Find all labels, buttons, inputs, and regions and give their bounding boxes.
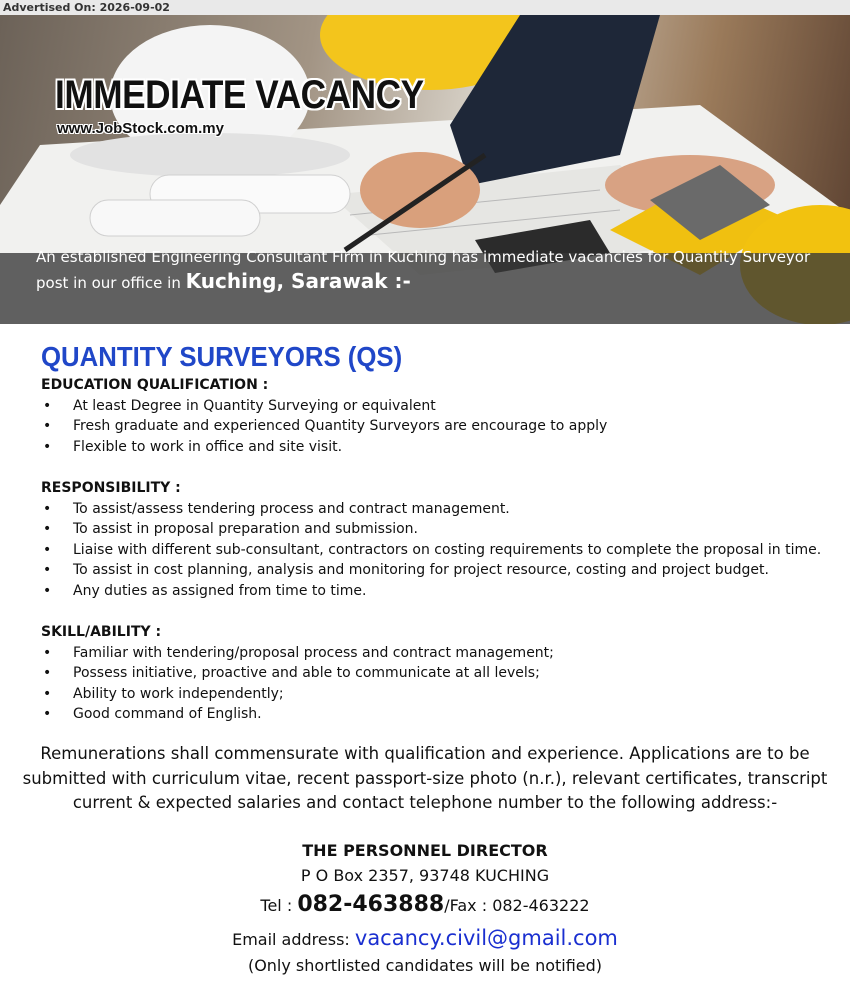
list-item: • Familiar with tendering/proposal process and contract management; [41, 643, 841, 664]
hero-title: IMMEDIATE VACANCY [55, 73, 424, 117]
section-education [41, 375, 841, 457]
contact-phone-line [0, 888, 850, 923]
contact-address: P O Box 2357, 93748 KUCHING [300, 866, 550, 885]
list-item: • Possess initiative, proactive and able to communicate at all levels; [41, 663, 841, 684]
email-label: Email address: [232, 930, 355, 949]
hero-intro [36, 245, 846, 295]
section-skill [41, 622, 841, 725]
list-item: • Fresh graduate and experienced Quantity Surveyors are encourage to apply [41, 416, 841, 437]
list-item: • To assist in cost planning, analysis and monitoring for project resource, costing and project budget. [41, 560, 841, 581]
list-item: • Flexible to work in office and site visit. [41, 437, 841, 458]
email-link[interactable]: vacancy.civil@gmail.com [354, 926, 618, 950]
list-item: • To assist in proposal preparation and submission. [41, 519, 841, 540]
advertised-date: Advertised On: 2026-09-02 [0, 0, 850, 15]
hero-intro-text: An established Engineering Consultant Firm in Kuching has immediate vacancies for Quantity Surveyor post in our office in [36, 248, 811, 292]
contact-director: THE PERSONNEL DIRECTOR [302, 841, 548, 860]
list-item: • To assist/assess tendering process and contract management. [41, 499, 841, 520]
website-url: www.JobStock.com.my [57, 120, 224, 137]
fax-number: 082-463222 [492, 896, 590, 915]
fax-label: /Fax : [444, 896, 493, 915]
contact-block [0, 838, 850, 977]
list-item: • Any duties as assigned from time to time. [41, 581, 841, 602]
tel-number: 082-463888 [297, 892, 445, 917]
section-heading: EDUCATION QUALIFICATION : [41, 377, 269, 393]
list-item: • Ability to work independently; [41, 684, 841, 705]
job-title: QUANTITY SURVEYORS (QS) [41, 341, 403, 372]
tel-label: Tel : [260, 896, 298, 915]
contact-email-line [0, 923, 850, 955]
shortlist-note: (Only shortlisted candidates will be notified) [247, 956, 603, 975]
section-heading: RESPONSIBILITY : [41, 480, 181, 496]
hero-location: Kuching, Sarawak :- [185, 269, 411, 293]
application-instructions: Remunerations shall commensurate with qualification and experience. Applications are to be submitted with curriculum vitae, recent passport-size photo (n.r.), relevant certificates, transcript current & expected salaries and contact telephone number to the following address:- [22, 744, 828, 812]
section-responsibility [41, 478, 841, 601]
list-item: • Good command of English. [41, 704, 841, 725]
job-details [41, 340, 841, 746]
list-item: • Liaise with different sub-consultant, contractors on costing requirements to complete the proposal in time. [41, 540, 841, 561]
section-heading: SKILL/ABILITY : [41, 624, 162, 640]
list-item: • At least Degree in Quantity Surveying or equivalent [41, 396, 841, 417]
